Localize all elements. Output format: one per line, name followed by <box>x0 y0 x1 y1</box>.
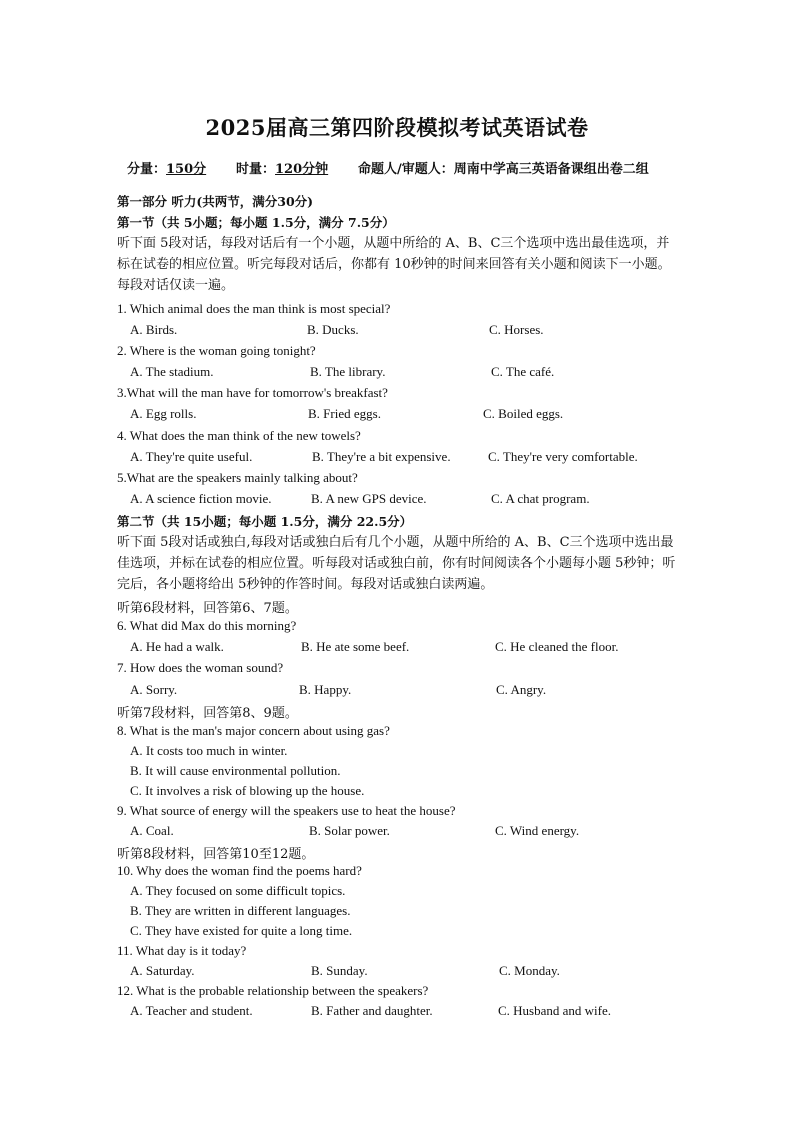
exam-title: 2025届高三第四阶段模拟考试英语试卷 <box>205 115 589 140</box>
q5-option-c: C. A chat program. <box>491 491 590 506</box>
question-9: 9. What source of energy will the speakers use to heat the house? <box>117 803 456 818</box>
q8-option-a: A. It costs too much in winter. <box>130 743 288 758</box>
time-label: 时量： <box>236 162 276 177</box>
section1-heading: 第一节（共 5小题；每小题 1.5分，满分 7.5分） <box>117 215 395 230</box>
q2-option-c: C. The café. <box>491 364 555 379</box>
score-value: 150分 <box>166 162 207 177</box>
time-value: 120分钟 <box>275 162 329 177</box>
q6-option-b: B. He ate some beef. <box>301 639 410 654</box>
q9-option-a: A. Coal. <box>130 823 174 838</box>
q4-option-c: C. They're very comfortable. <box>488 449 638 464</box>
score-label: 分量： <box>127 162 167 177</box>
question-11: 11. What day is it today? <box>117 943 247 958</box>
q7-option-a: A. Sorry. <box>130 682 178 697</box>
score-info <box>127 158 206 177</box>
question-4: 4. What does the man think of the new towels? <box>117 428 361 443</box>
material-6-label: 听第6段材料，回答第6、7题。 <box>117 601 298 616</box>
q11-option-a: A. Saturday. <box>130 963 195 978</box>
q5-option-a: A. A science fiction movie. <box>130 491 272 506</box>
section1-instructions: 听下面 5段对话，每段对话后有一个小题，从题中所给的 A、B、C三个选项中选出最佳选项，并标在试卷的相应位置。听完每段对话后，你都有 10秒钟的时间来回答有关小题和阅读下一小题。每段对话仅读一遍。 <box>117 236 671 293</box>
section2-instructions: 听下面 5段对话或独白,每段对话或独白后有几个小题，从题中所给的 A、B、C三个选项中选出最佳选项，并标在试卷的相应位置。听每段对话或独白前，你有时间阅读各个小题每小题 5秒钟；听完后，各小题将给出 5秒钟的作答时间。每段对话或独白读两遍。 <box>117 535 676 592</box>
question-10: 10. Why does the woman find the poems hard? <box>117 863 362 878</box>
q5-option-b: B. A new GPS device. <box>311 491 427 506</box>
q10-option-c: C. They have existed for quite a long time. <box>130 923 353 938</box>
material-7-label: 听第7段材料，回答第8、9题。 <box>117 706 298 721</box>
part1-heading: 第一部分 听力(共两节，满分30分) <box>117 194 314 209</box>
question-5: 5.What are the speakers mainly talking about? <box>117 470 358 485</box>
q9-option-c: C. Wind energy. <box>495 823 580 838</box>
q3-option-b: B. Fried eggs. <box>308 406 381 421</box>
section2-heading: 第二节（共 15小题；每小题 1.5分，满分 22.5分） <box>117 514 413 529</box>
q7-option-c: C. Angry. <box>496 682 547 697</box>
author-info: 命题人/审题人：周南中学高三英语备课组出卷二组 <box>358 162 649 177</box>
q1-option-a: A. Birds. <box>130 322 178 337</box>
q4-option-b: B. They're a bit expensive. <box>312 449 451 464</box>
q3-option-a: A. Egg rolls. <box>130 406 197 421</box>
q2-option-a: A. The stadium. <box>130 364 214 379</box>
question-12: 12. What is the probable relationship between the speakers? <box>117 983 429 998</box>
q12-option-c: C. Husband and wife. <box>498 1003 612 1018</box>
q9-option-b: B. Solar power. <box>309 823 390 838</box>
material-8-label: 听第8段材料，回答第10至12题。 <box>117 847 315 862</box>
q2-option-b: B. The library. <box>310 364 386 379</box>
q11-option-c: C. Monday. <box>499 963 560 978</box>
q6-option-c: C. He cleaned the floor. <box>495 639 619 654</box>
q12-option-a: A. Teacher and student. <box>130 1003 253 1018</box>
q1-option-b: B. Ducks. <box>307 322 359 337</box>
question-2: 2. Where is the woman going tonight? <box>117 343 316 358</box>
q4-option-a: A. They're quite useful. <box>130 449 253 464</box>
q7-option-b: B. Happy. <box>299 682 352 697</box>
question-1: 1. Which animal does the man think is most special? <box>117 301 391 316</box>
question-3: 3.What will the man have for tomorrow's breakfast? <box>117 385 388 400</box>
q8-option-c: C. It involves a risk of blowing up the house. <box>130 783 365 798</box>
q3-option-c: C. Boiled eggs. <box>483 406 564 421</box>
q11-option-b: B. Sunday. <box>311 963 368 978</box>
time-info <box>236 158 328 177</box>
q1-option-c: C. Horses. <box>489 322 544 337</box>
question-6: 6. What did Max do this morning? <box>117 618 297 633</box>
q10-option-b: B. They are written in different languages. <box>130 903 351 918</box>
q12-option-b: B. Father and daughter. <box>311 1003 433 1018</box>
question-7: 7. How does the woman sound? <box>117 660 284 675</box>
q6-option-a: A. He had a walk. <box>130 639 224 654</box>
q8-option-b: B. It will cause environmental pollution. <box>130 763 341 778</box>
q10-option-a: A. They focused on some difficult topics. <box>130 883 346 898</box>
question-8: 8. What is the man's major concern about using gas? <box>117 723 390 738</box>
